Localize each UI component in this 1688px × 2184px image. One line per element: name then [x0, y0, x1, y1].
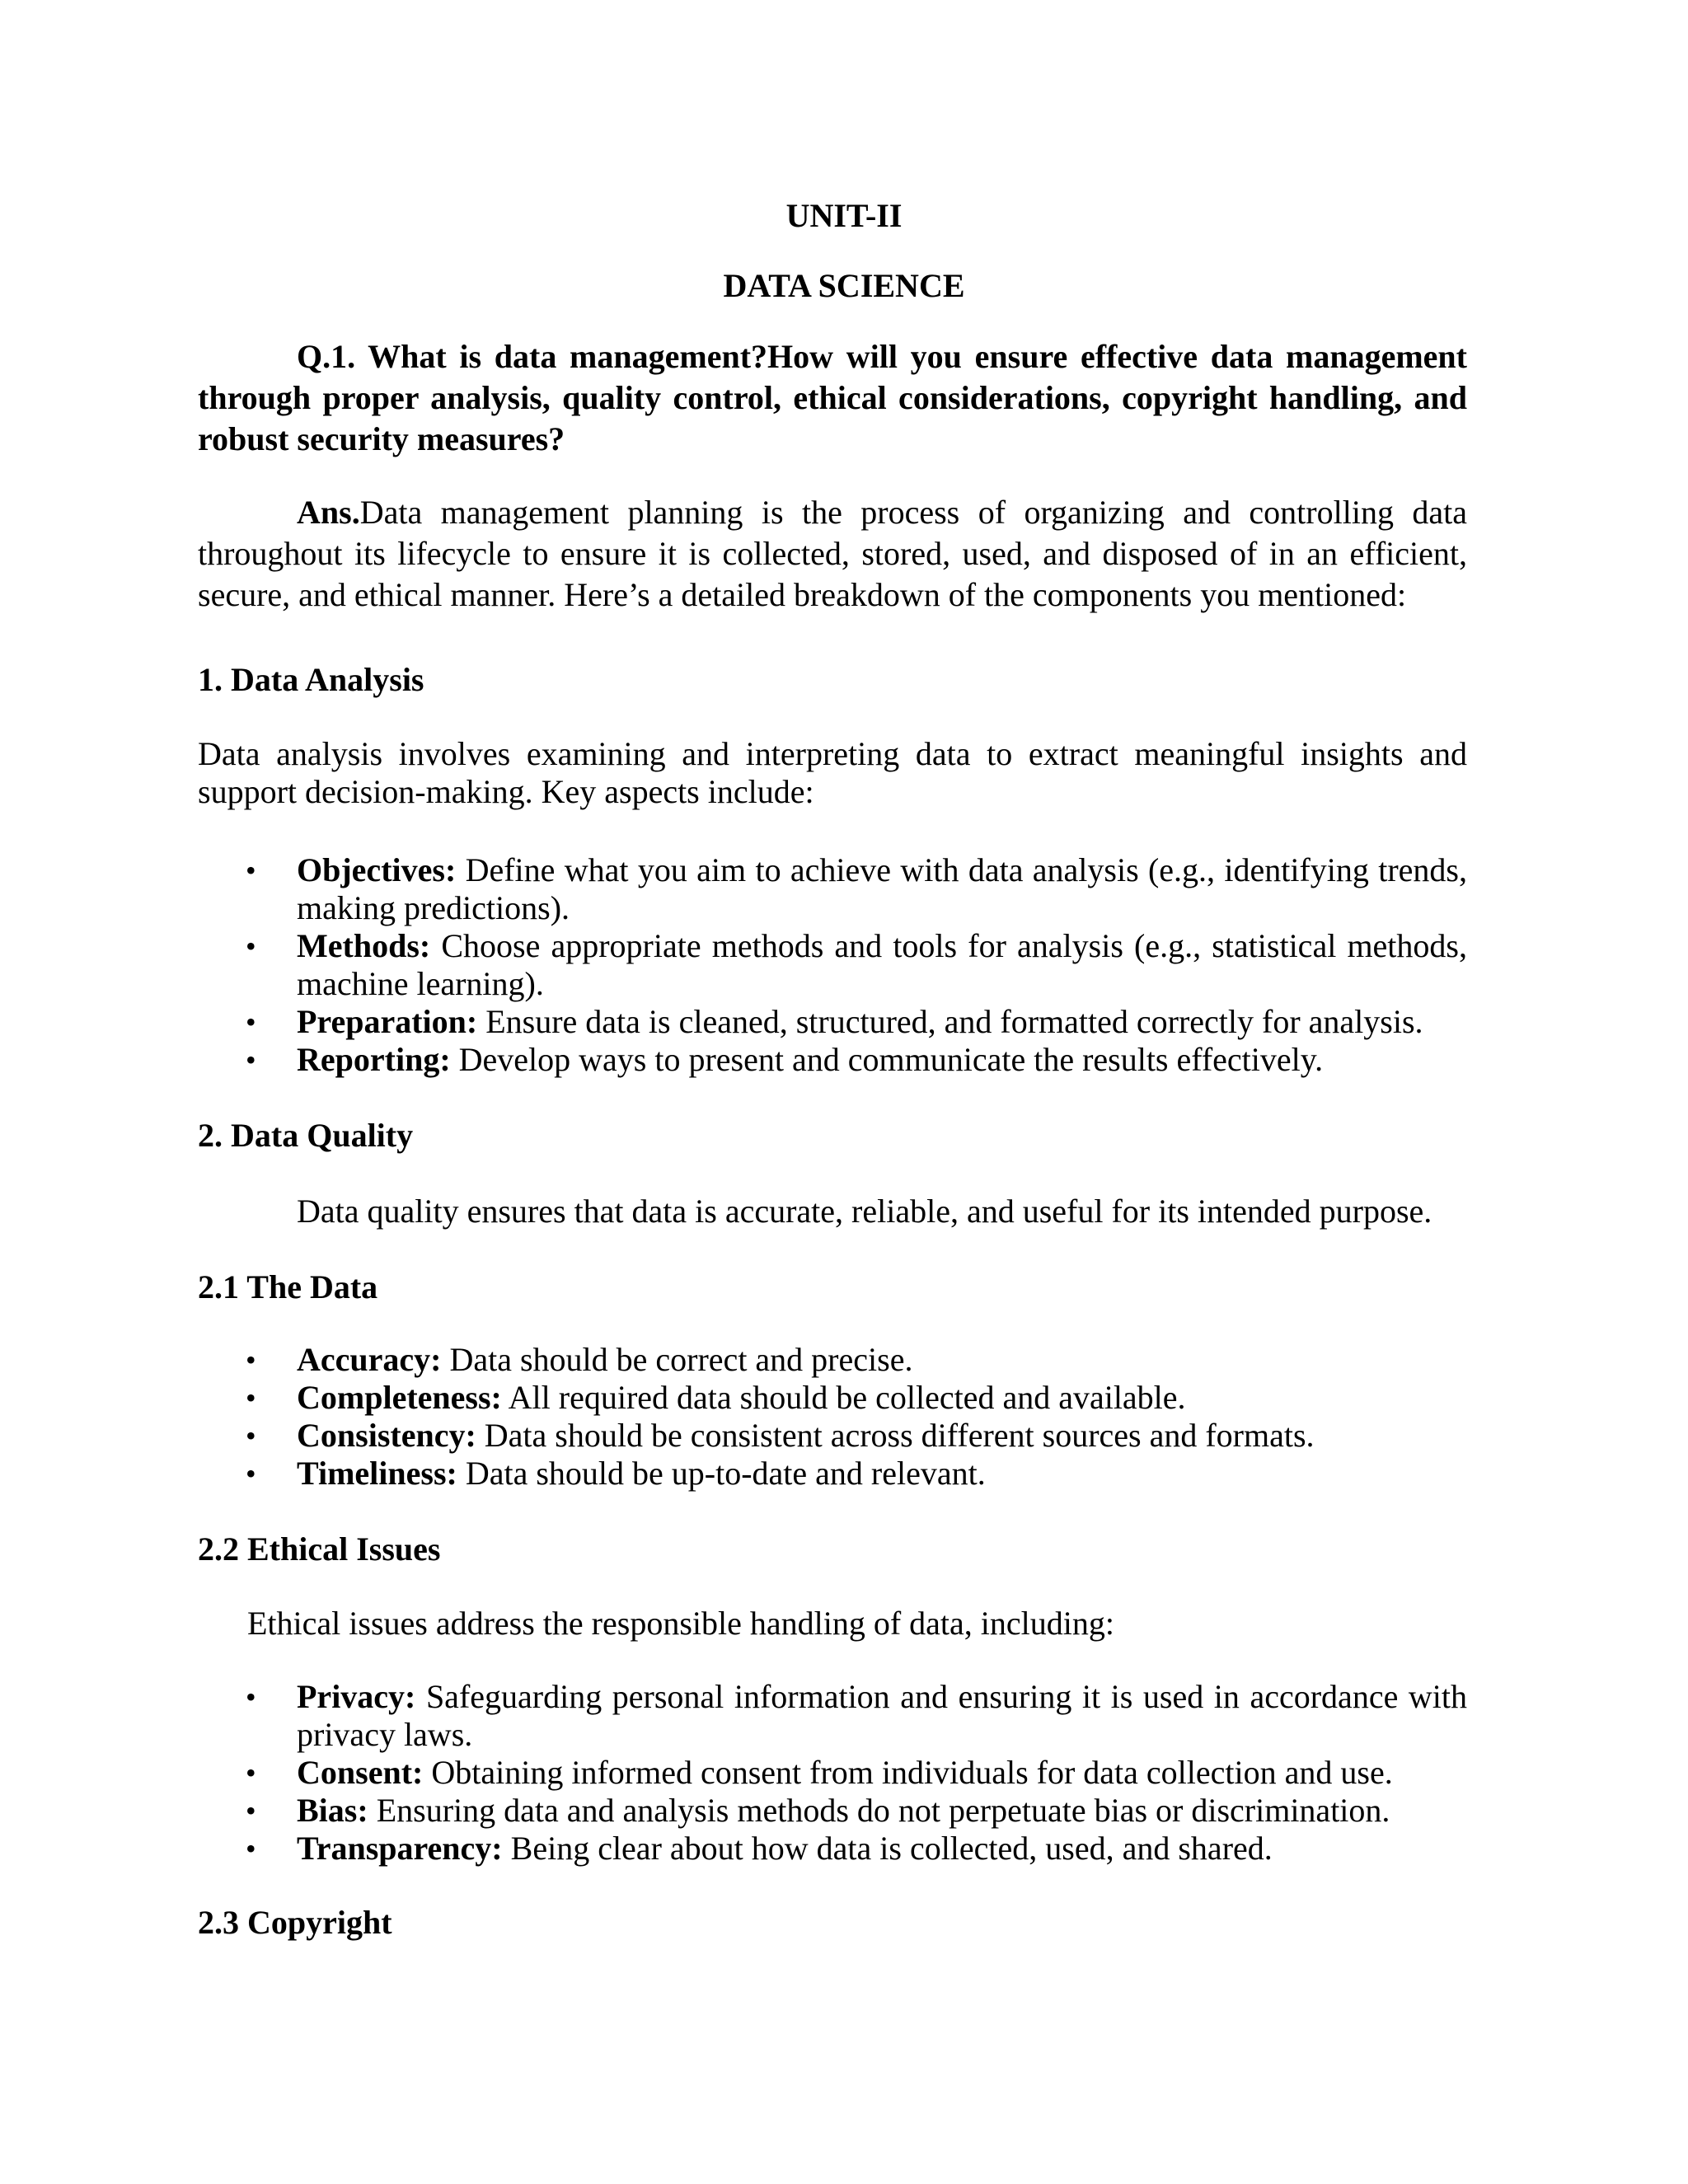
answer-paragraph — [198, 492, 1467, 616]
bullet-icon: • — [246, 1043, 256, 1076]
ethical-issues-list — [198, 1678, 1467, 1868]
bullet-icon: • — [246, 1457, 256, 1490]
answer-label: Ans. — [297, 494, 360, 531]
section-heading-ethical-issues: 2.2 Ethical Issues — [198, 1530, 441, 1568]
list-item: • Transparency: Being clear about how data is collected, used, and shared. — [246, 1830, 1273, 1867]
section-heading-data-quality: 2. Data Quality — [198, 1117, 414, 1154]
list-item: • Consent: Obtaining informed consent from individuals for data collection and use. — [246, 1754, 1393, 1791]
section-heading-the-data: 2.1 The Data — [198, 1268, 378, 1305]
list-item: • Methods: Choose appropriate methods and tools for analysis (e.g., statistical methods, machine learning). — [246, 927, 1467, 1002]
list-item: • Accuracy: Data should be correct and precise. — [246, 1341, 913, 1378]
section-heading-copyright: 2.3 Copyright — [198, 1904, 392, 1941]
bullet-icon: • — [246, 1794, 256, 1827]
ethical-issues-intro: Ethical issues address the responsible handling of data, including: — [247, 1605, 1114, 1642]
answer-text: Data management planning is the process of organizing and controlling data throughout its lifecycle to ensure it is collected, stored, used, and disposed of in an efficient, secure, and ethical manner. Here’s a detailed breakdown of the components you mentioned: — [198, 494, 1467, 613]
list-item: • Timeliness: Data should be up-to-date and relevant. — [246, 1455, 986, 1492]
bullet-icon: • — [246, 854, 256, 887]
data-quality-intro: Data quality ensures that data is accurate, reliable, and useful for its intended purpose. — [297, 1193, 1432, 1230]
bullet-icon: • — [246, 1381, 256, 1414]
bullet-icon: • — [246, 1680, 256, 1713]
list-item: • Reporting: Develop ways to present and communicate the results effectively. — [246, 1041, 1324, 1078]
list-item: • Preparation: Ensure data is cleaned, structured, and formatted correctly for analysis. — [246, 1003, 1423, 1040]
unit-title: UNIT-II — [785, 197, 903, 234]
subject-title: DATA SCIENCE — [723, 267, 965, 304]
bullet-icon: • — [246, 1343, 256, 1376]
bullet-icon: • — [246, 1419, 256, 1452]
bullet-icon: • — [246, 930, 256, 963]
list-item: • Consistency: Data should be consistent across different sources and formats. — [246, 1417, 1315, 1454]
list-item: • Privacy: Safeguarding personal information and ensuring it is used in accordance with privacy laws. — [246, 1678, 1467, 1753]
section-heading-data-analysis: 1. Data Analysis — [198, 661, 424, 698]
bullet-icon: • — [246, 1832, 256, 1865]
data-analysis-list — [198, 851, 1467, 1079]
question-text: Q.1. What is data management?How will you ensure effective data management through proper analysis, quality control, ethical considerations, copyright handling, and robust security measures? — [198, 338, 1467, 457]
bullet-icon: • — [246, 1756, 256, 1789]
list-item: • Objectives: Define what you aim to achieve with data analysis (e.g., identifying trends, making predictions). — [246, 851, 1467, 926]
list-item: • Bias: Ensuring data and analysis methods do not perpetuate bias or discrimination. — [246, 1792, 1390, 1829]
list-item: • Completeness: All required data should be collected and available. — [246, 1379, 1186, 1416]
bullet-icon: • — [246, 1005, 256, 1038]
the-data-list — [198, 1341, 1467, 1493]
data-analysis-intro: Data analysis involves examining and interpreting data to extract meaningful insights and support decision-making. Key aspects include: — [198, 735, 1467, 810]
